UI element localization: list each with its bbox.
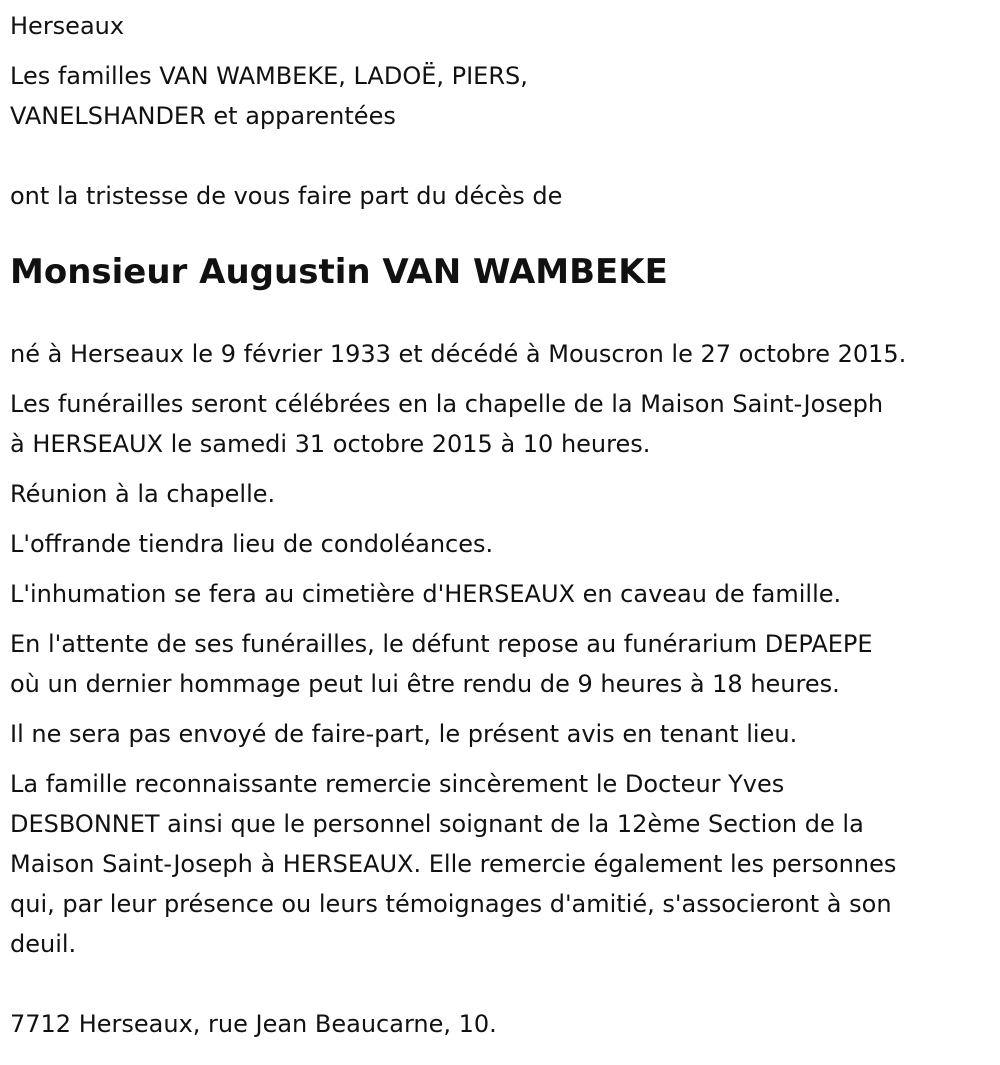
- offering-paragraph: [10, 524, 995, 564]
- thanks-line: qui, par leur présence ou leurs témoignages d'amitié, s'associeront à son: [10, 890, 892, 918]
- birth-death-paragraph: [10, 334, 995, 374]
- funerarium-line: où un dernier hommage peut lui être rendu de 9 heures à 18 heures.: [10, 670, 840, 698]
- families-paragraph: [10, 56, 995, 136]
- deceased-name: Monsieur Augustin VAN WAMBEKE: [10, 252, 668, 292]
- funeral-line: Les funérailles seront célébrées en la chapelle de la Maison Saint-Joseph: [10, 390, 884, 418]
- announcement-text: ont la tristesse de vous faire part du décès de: [10, 182, 563, 210]
- families-line: Les familles VAN WAMBEKE, LADOË, PIERS,: [10, 62, 528, 90]
- thanks-line: La famille reconnaissante remercie sincèrement le Docteur Yves: [10, 770, 785, 798]
- thanks-line: DESBONNET ainsi que le personnel soignant de la 12ème Section de la: [10, 810, 864, 838]
- birth-death-line: né à Herseaux le 9 février 1933 et décédé à Mouscron le 27 octobre 2015.: [10, 340, 907, 368]
- funeral-paragraph: [10, 384, 995, 464]
- thanks-line: Maison Saint-Joseph à HERSEAUX. Elle remercie également les personnes: [10, 850, 897, 878]
- obituary-notice: [10, 0, 995, 1044]
- meeting-line: Réunion à la chapelle.: [10, 480, 276, 508]
- town-heading: Herseaux: [10, 12, 125, 40]
- offering-line: L'offrande tiendra lieu de condoléances.: [10, 530, 494, 558]
- burial-paragraph: [10, 574, 995, 614]
- funeral-line: à HERSEAUX le samedi 31 octobre 2015 à 10 heures.: [10, 430, 651, 458]
- funerarium-line: En l'attente de ses funérailles, le défunt repose au funérarium DEPAEPE: [10, 630, 873, 658]
- no-cards-paragraph: [10, 714, 995, 754]
- no-cards-line: Il ne sera pas envoyé de faire-part, le présent avis en tenant lieu.: [10, 720, 798, 748]
- thanks-line: deuil.: [10, 930, 77, 958]
- funerarium-paragraph: [10, 624, 995, 704]
- meeting-paragraph: [10, 474, 995, 514]
- thanks-paragraph: [10, 764, 995, 964]
- burial-line: L'inhumation se fera au cimetière d'HERSEAUX en caveau de famille.: [10, 580, 842, 608]
- families-line: VANELSHANDER et apparentées: [10, 102, 396, 130]
- address-line: 7712 Herseaux, rue Jean Beaucarne, 10.: [10, 1010, 497, 1038]
